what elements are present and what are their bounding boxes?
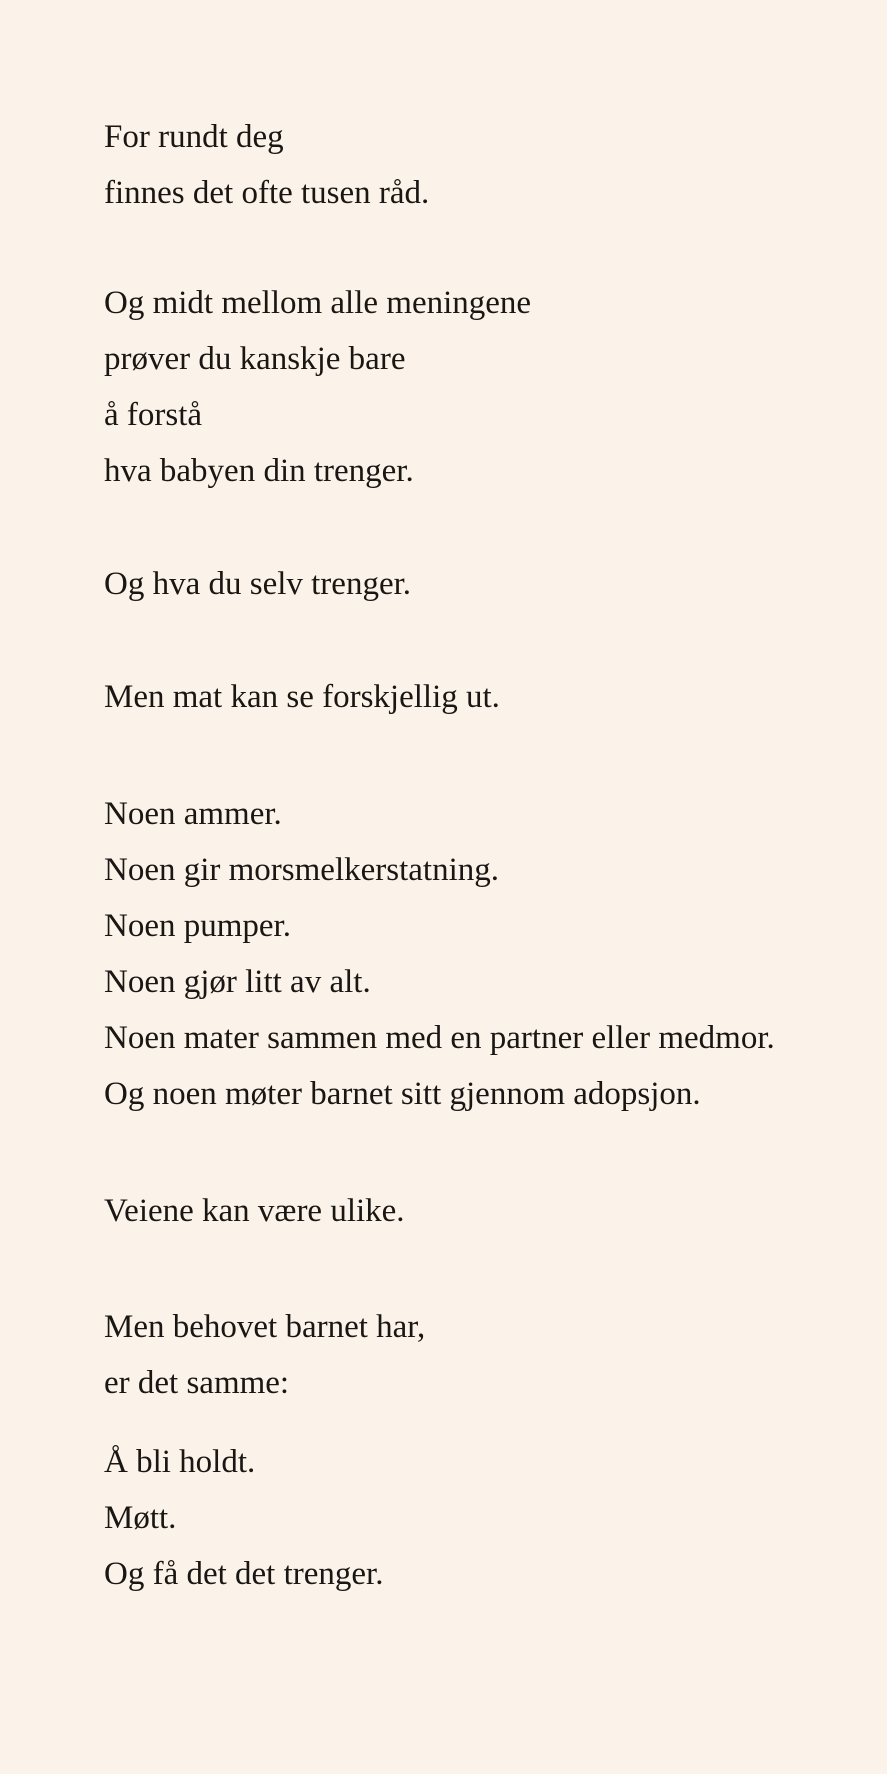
stanza-5 xyxy=(104,786,775,1122)
poem-line: Noen gir morsmelkerstatning. xyxy=(104,852,500,888)
poem-line: Og få det det trenger. xyxy=(104,1556,384,1592)
poem-line: Og hva du selv trenger. xyxy=(104,566,412,602)
stanza-2 xyxy=(104,275,531,499)
poem-line: Men mat kan se forskjellig ut. xyxy=(104,679,500,715)
stanza-3 xyxy=(104,556,411,612)
poem-line: prøver du kanskje bare xyxy=(104,341,406,377)
poem-line: Men behovet barnet har, xyxy=(104,1309,426,1345)
poem-line: finnes det ofte tusen råd. xyxy=(104,175,430,211)
poem-line: Og noen møter barnet sitt gjennom adopsjon. xyxy=(104,1076,701,1112)
poem-line: Noen gjør litt av alt. xyxy=(104,964,371,1000)
poem-line: Veiene kan være ulike. xyxy=(104,1193,405,1229)
poem-line: Og midt mellom alle meningene xyxy=(104,285,532,321)
poem-line: er det samme: xyxy=(104,1365,290,1401)
poem-line: hva babyen din trenger. xyxy=(104,453,414,489)
stanza-4 xyxy=(104,669,500,725)
poem-line: Noen mater sammen med en partner eller medmor. xyxy=(104,1020,775,1056)
stanza-6 xyxy=(104,1183,405,1239)
poem-line: Møtt. xyxy=(104,1500,177,1536)
poem-line: å forstå xyxy=(104,397,203,433)
poem-line: Noen ammer. xyxy=(104,796,282,832)
poem-line: Noen pumper. xyxy=(104,908,291,944)
stanza-1 xyxy=(104,109,429,221)
poem-line: Å bli holdt. xyxy=(104,1444,256,1480)
stanza-7 xyxy=(104,1299,425,1411)
stanza-8 xyxy=(104,1434,383,1602)
poem-line: For rundt deg xyxy=(104,119,284,155)
